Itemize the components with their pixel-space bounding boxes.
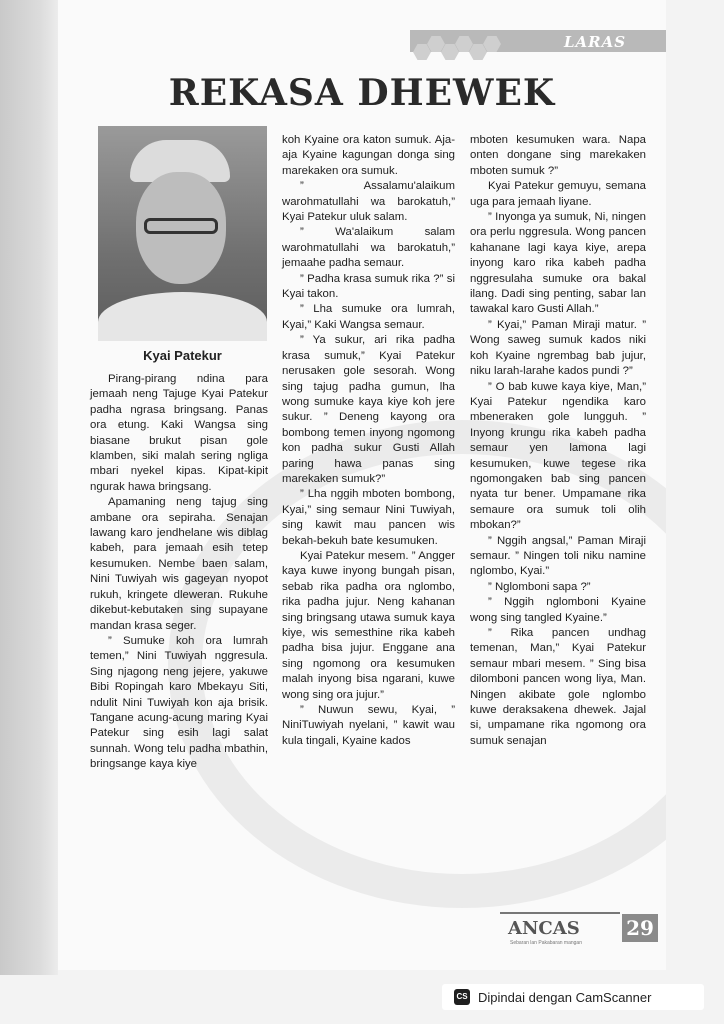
paragraph: koh Kyaine ora katon sumuk. Aja-aja Kyaine kagungan donga sing marekaken ora sumuk. xyxy=(282,134,455,177)
text-column-1 xyxy=(90,372,268,773)
shirt-shape xyxy=(98,292,267,341)
paragraph: ” Inyonga ya sumuk, Ni, ningen ora perlu nggresula. Wong pancen kahanane lagi kaya kiye, arepa inyong karo rika kabeh padha nggresulaha sumuke ora bakal ilang. Dadi sing penting, sabar lan tawakal karo Gusti Allah.” xyxy=(470,211,646,316)
paragraph: ” Nglomboni sapa ?” xyxy=(488,580,591,593)
article-title: REKASA DHEWEK xyxy=(168,72,556,114)
paragraph: ” Sumuke koh ora lumrah temen,” Nini Tuwiyah nggresula. Sing njagong neng jejere, yakuwe Bibi Ropingah karo Mbekayu Siti, ndulit Nini Tuwiyah kon aja brisik. Tangane acung-acung maring Kyai Patekur sing esih lagi salat sunnah. Wong telu padha mbathin, bringsange kaya kiye xyxy=(90,634,268,771)
paragraph: ” Assalamu'alaikum warohmatullahi wa barokatuh,” Kyai Patekur uluk salam. xyxy=(282,180,455,224)
paragraph: Apamaning neng tajug sing ambane ora sepiraha. Senajan lawang karo jendhelane wis diblag kabeh, para jemaah esih tetep kesumuken. Nembe baen salam, Nini Tuwiyah wis gageyan nyopot rukuh, kringete dleweran. Rukuhe dikebut-kebutaken sing supayane mandan krasa seger. xyxy=(90,496,268,632)
paragraph: ” Rika pancen undhag temenan, Man,” Kyai Patekur semaur mbari mesem. ” Sing bisa dilomboni pancen wong liya, Man. Ningen akibate gole nglombo kuwe deraksakena dhewek. Jajal si, umpamane rika ngomong ora sumuk senajan xyxy=(470,627,646,747)
paragraph: Kyai Patekur mesem. ” Angger kaya kuwe inyong bungah pisan, sebab rika padha ora nglombo, rika padha jujur. Neng kahanan sing bringsang utawa sumuk kaya kiye, wis semesthine rika kabeh padha bisa jujur. Enggane ana sing ngomong ora kesumuken malah inyong bisa ngarani, kuwe wong sing ora jujur.” xyxy=(282,549,455,701)
section-label: LARAS xyxy=(564,33,627,51)
paragraph: ” Lha nggih mboten bombong, Kyai,” sing semaur Nini Tuwiyah, sing kawit mau pancen wis bekah-bekuh bate kesumuken. xyxy=(282,488,455,547)
page-number: 29 xyxy=(622,914,658,942)
paragraph: ” Nggih nglomboni Kyaine wong sing tangled Kyaine.” xyxy=(470,596,646,624)
paragraph: ” Lha sumuke ora lumrah, Kyai,” Kaki Wangsa semaur. xyxy=(282,303,455,331)
hexagon-decoration xyxy=(413,36,523,64)
paragraph: Pirang-pirang ndina para jemaah neng Tajuge Kyai Patekur padha ngrasa bringsang. Panas ora etung. Kaki Wangsa sing biasane brukut pisan gole klamben, siki malah sering ngliga mbari nyekel kipas. Kipat-kipit ngurak hawa bringsang. xyxy=(90,373,268,493)
paragraph: mboten kesumuken wara. Napa onten dongane sing marekaken mboten sumuk ?” xyxy=(470,134,646,177)
camscanner-badge xyxy=(442,984,704,1010)
paragraph: ” O bab kuwe kaya kiye, Man,” Kyai Patekur ngendika karo mbeneraken gole lungguh. ” Inyong krungu rika kabeh padha semaur yen lamona lagi kesumuken, kuwe tegese rika ngomongaken bab sing pancen nyata tur bener. Umpamane rika semaure ora sumuk toli olih mbokan?” xyxy=(470,380,646,532)
page-edge-shadow xyxy=(0,0,58,975)
paragraph: ” Wa'alaikum salam warohmatullahi wa barokatuh,” jemaahe padha semaur. xyxy=(282,226,455,270)
magazine-page xyxy=(58,0,666,970)
text-column-3 xyxy=(470,133,646,749)
paragraph: ” Nuwun sewu, Kyai, ” NiniTuwiyah nyelani, ” kawit wau kula tingali, Kyaine kados xyxy=(282,704,455,747)
footer-rule xyxy=(500,912,620,914)
paragraph: ” Padha krasa sumuk rika ?” si Kyai takon. xyxy=(282,272,455,301)
camscanner-label: Dipindai dengan CamScanner xyxy=(478,989,652,1005)
paragraph: ” Ya sukur, ari rika padha krasa sumuk,” Kyai Patekur nerusaken gole sesorah. Wong sing tajug padha gumun, lha wong sumuke kaya kiye koh jere sukur. ” Deneng kayong ora bombong temen inyong ngomong kon padha sukur Gusti Allah paring hawa panas sing marekaken sumuk?” xyxy=(282,334,455,485)
magazine-name: ANCAS xyxy=(508,918,580,939)
magazine-tagline: Sebaran lan Pakabaran mangan xyxy=(510,940,582,946)
author-photo xyxy=(98,126,267,341)
paragraph: ” Kyai,” Paman Miraji matur. ” Wong saweg sumuk kados niki koh Kyaine ngrembag bab jujur, niku larah-larahe kados pundi ?” xyxy=(470,318,646,378)
paragraph: Kyai Patekur gemuyu, semana uga para jemaah liyane. xyxy=(470,180,646,208)
glasses-shape xyxy=(144,218,218,234)
paragraph: ” Nggih angsal,” Paman Miraji semaur. ” Ningen toli niku namine nglombo, Kyai.” xyxy=(470,534,646,578)
photo-caption: Kyai Patekur xyxy=(143,348,222,363)
camscanner-icon: CS xyxy=(454,989,470,1005)
text-column-2 xyxy=(282,133,455,749)
